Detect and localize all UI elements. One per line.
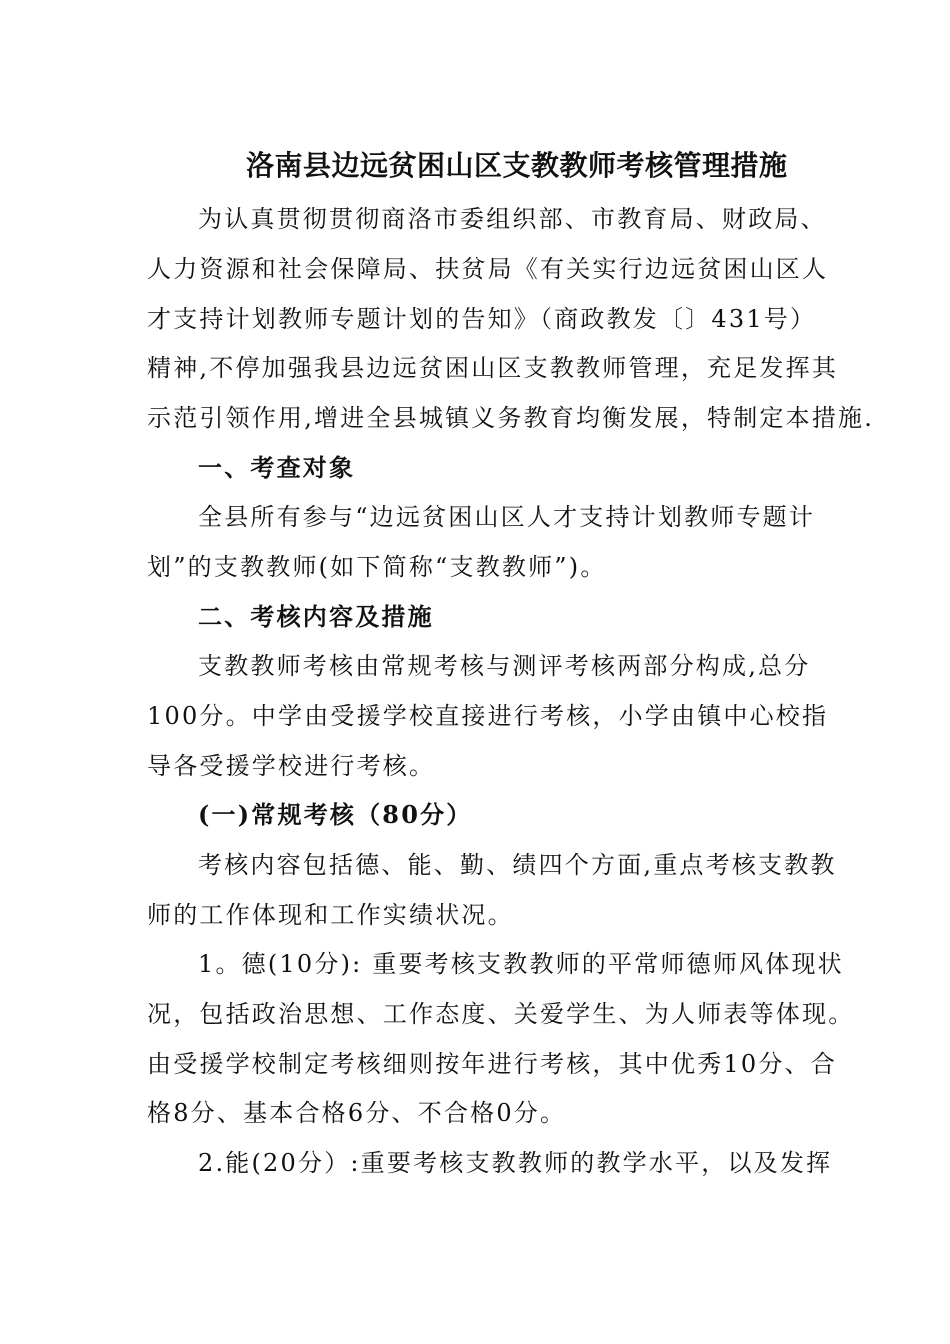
paragraph-line: 导各受援学校进行考核。 — [147, 752, 436, 780]
document-title: 洛南县边远贫困山区支教教师考核管理措施 — [246, 149, 788, 182]
section-heading: 二、考核内容及措施 — [198, 602, 434, 631]
paragraph-line: 为认真贯彻贯彻商洛市委组织部、市教育局、财政局、 — [198, 205, 827, 233]
paragraph-line: 示范引领作用,增进全县城镇义务教育均衡发展，特制定本措施. — [147, 404, 875, 432]
paragraph-line: 支教教师考核由常规考核与测评考核两部分构成,总分 — [198, 652, 811, 680]
paragraph-line: 2.能(20分）:重要考核支教教师的教学水平，以及发挥 — [198, 1149, 833, 1177]
paragraph-line: 况，包括政治思想、工作态度、关爱学生、为人师表等体现。 — [147, 1000, 855, 1028]
paragraph-line: 100分。中学由受援学校直接进行考核，小学由镇中心校指 — [147, 702, 829, 730]
paragraph-line: 考核内容包括德、能、勤、绩四个方面,重点考核支教教 — [198, 851, 837, 879]
paragraph-line: 由受援学校制定考核细则按年进行考核，其中优秀10分、合 — [147, 1050, 837, 1078]
section-heading: 一、考查对象 — [198, 453, 356, 482]
paragraph-line: 格8分、基本合格6分、不合格0分。 — [147, 1099, 567, 1127]
paragraph-line: 精神,不停加强我县边远贫困山区支教教师管理，充足发挥其 — [147, 354, 839, 382]
paragraph-line: 全县所有参与“边远贫困山区人才支持计划教师专题计 — [198, 503, 816, 531]
paragraph-line: 师的工作体现和工作实绩状况。 — [147, 901, 514, 929]
paragraph-line: 才支持计划教师专题计划的告知》（商政教发〔〕431号） — [147, 305, 817, 333]
subsection-heading: (一)常规考核（80分） — [198, 800, 473, 829]
paragraph-line: 划”的支教教师(如下简称“支教教师”)。 — [147, 553, 607, 581]
paragraph-line: 人力资源和社会保障局、扶贫局《有关实行边远贫困山区人 — [147, 255, 829, 283]
paragraph-line: 1。德(10分): 重要考核支教教师的平常师德师风体现状 — [198, 950, 844, 978]
